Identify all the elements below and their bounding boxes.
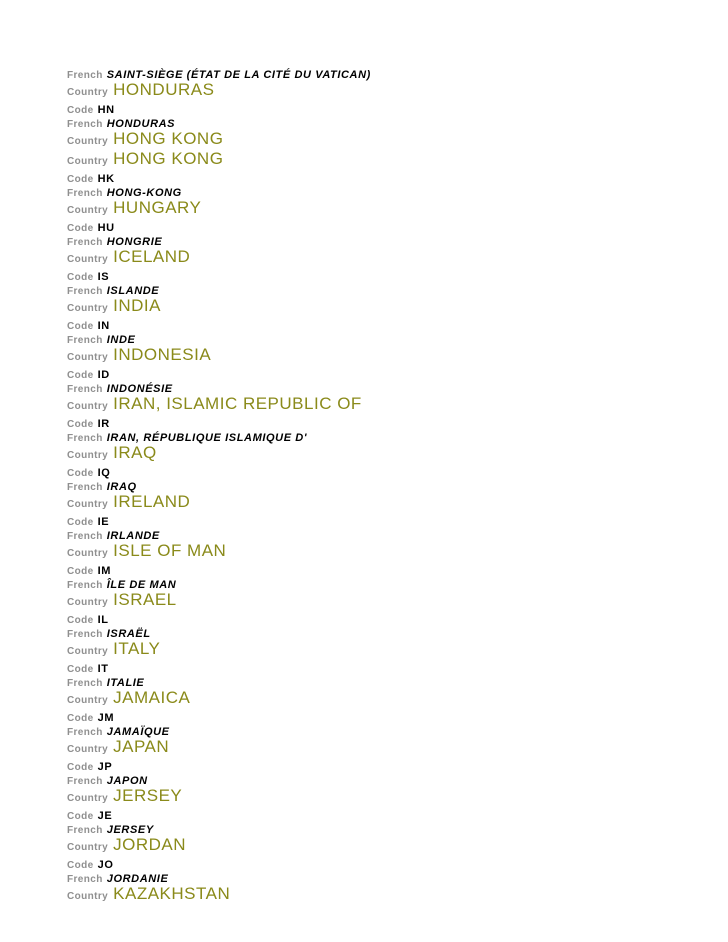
french-value: JERSEY (106, 824, 154, 836)
french-value: INDONÉSIE (106, 383, 173, 395)
code-value: JE (97, 810, 113, 822)
french-label: French (67, 286, 103, 297)
code-row (67, 856, 707, 870)
country-row (67, 492, 707, 512)
code-value: IR (97, 418, 110, 430)
code-value: IT (97, 663, 109, 675)
code-row (67, 268, 707, 282)
french-row (67, 380, 707, 394)
code-label: Code (67, 615, 94, 626)
country-value: JAMAICA (113, 688, 191, 707)
french-value: ISLANDE (106, 285, 160, 297)
french-row (67, 723, 707, 737)
code-row (67, 611, 707, 625)
french-row (67, 478, 707, 492)
french-value: IRAQ (106, 481, 137, 493)
code-value: IN (97, 320, 110, 332)
country-row (67, 296, 707, 316)
country-row (67, 394, 707, 414)
country-label: Country (67, 87, 109, 98)
country-label: Country (67, 401, 109, 412)
country-value: HONG KONG (113, 149, 224, 168)
code-row (67, 101, 707, 115)
french-label: French (67, 776, 103, 787)
country-label: Country (67, 744, 109, 755)
french-value: JAPON (106, 775, 148, 787)
code-row (67, 709, 707, 723)
code-value: IQ (97, 467, 111, 479)
country-value: JERSEY (113, 786, 183, 805)
country-row (67, 247, 707, 267)
country-code-list (67, 66, 707, 904)
code-value: HU (97, 222, 115, 234)
country-value: ISLE OF MAN (113, 541, 227, 560)
french-row (67, 674, 707, 688)
french-label: French (67, 825, 103, 836)
country-value: ISRAEL (113, 590, 177, 609)
code-row (67, 219, 707, 233)
french-value: JORDANIE (106, 873, 169, 885)
code-label: Code (67, 272, 94, 283)
country-value: JAPAN (113, 737, 170, 756)
code-label: Code (67, 419, 94, 430)
country-label: Country (67, 793, 109, 804)
french-label: French (67, 482, 103, 493)
country-value: KAZAKHSTAN (113, 884, 231, 903)
country-label: Country (67, 646, 109, 657)
code-row (67, 758, 707, 772)
code-value: ID (97, 369, 110, 381)
country-value: HUNGARY (113, 198, 202, 217)
country-value: ICELAND (113, 247, 191, 266)
french-row (67, 821, 707, 835)
code-label: Code (67, 713, 94, 724)
country-row (67, 198, 707, 218)
country-label: Country (67, 303, 109, 314)
french-row (67, 527, 707, 541)
code-value: IE (97, 516, 110, 528)
french-value: HONG-KONG (106, 187, 182, 199)
code-label: Code (67, 370, 94, 381)
french-value: ISRAËL (106, 628, 151, 640)
french-row (67, 429, 707, 443)
french-label: French (67, 237, 103, 248)
country-row (67, 688, 707, 708)
french-value: IRLANDE (106, 530, 160, 542)
code-row (67, 366, 707, 380)
country-row (67, 590, 707, 610)
country-label: Country (67, 352, 109, 363)
country-row (67, 835, 707, 855)
code-row (67, 317, 707, 331)
code-label: Code (67, 664, 94, 675)
country-value: IRAN, ISLAMIC REPUBLIC OF (113, 394, 362, 413)
french-label: French (67, 384, 103, 395)
code-value: IL (97, 614, 109, 626)
country-row (67, 786, 707, 806)
french-value: ÎLE DE MAN (106, 579, 177, 591)
code-row (67, 170, 707, 184)
code-value: JO (97, 859, 114, 871)
country-row (67, 80, 707, 100)
code-row (67, 513, 707, 527)
country-value: ITALY (113, 639, 161, 658)
french-row (67, 625, 707, 639)
code-row (67, 464, 707, 478)
french-row (67, 184, 707, 198)
code-value: HN (97, 104, 115, 116)
code-label: Code (67, 223, 94, 234)
country-value: INDONESIA (113, 345, 212, 364)
french-label: French (67, 727, 103, 738)
country-row (67, 541, 707, 561)
country-row (67, 345, 707, 365)
country-label: Country (67, 156, 109, 167)
code-label: Code (67, 468, 94, 479)
country-row (67, 149, 707, 169)
country-label: Country (67, 450, 109, 461)
code-label: Code (67, 321, 94, 332)
country-label: Country (67, 499, 109, 510)
french-label: French (67, 678, 103, 689)
country-row (67, 737, 707, 757)
country-row (67, 884, 707, 904)
french-row (67, 772, 707, 786)
french-row (67, 870, 707, 884)
code-label: Code (67, 762, 94, 773)
french-label: French (67, 433, 103, 444)
country-value: HONDURAS (113, 80, 215, 99)
french-row (67, 576, 707, 590)
country-value: HONG KONG (113, 129, 224, 148)
code-row (67, 562, 707, 576)
french-label: French (67, 874, 103, 885)
code-label: Code (67, 174, 94, 185)
french-row (67, 282, 707, 296)
code-value: IS (97, 271, 110, 283)
french-label: French (67, 580, 103, 591)
country-value: INDIA (113, 296, 161, 315)
country-row (67, 639, 707, 659)
french-value: JAMAÏQUE (106, 726, 170, 738)
country-label: Country (67, 205, 109, 216)
french-label: French (67, 335, 103, 346)
country-row (67, 129, 707, 149)
french-label: French (67, 531, 103, 542)
country-label: Country (67, 548, 109, 559)
code-row (67, 415, 707, 429)
country-value: IRAQ (113, 443, 157, 462)
french-label: French (67, 188, 103, 199)
french-row (67, 233, 707, 247)
code-label: Code (67, 105, 94, 116)
french-value: HONDURAS (106, 118, 176, 130)
french-value: SAINT-SIÈGE (ÉTAT DE LA CITÉ DU VATICAN) (106, 69, 371, 81)
country-label: Country (67, 597, 109, 608)
country-label: Country (67, 695, 109, 706)
code-row (67, 660, 707, 674)
country-value: JORDAN (113, 835, 187, 854)
french-row (67, 115, 707, 129)
code-label: Code (67, 517, 94, 528)
code-label: Code (67, 566, 94, 577)
code-value: JP (97, 761, 113, 773)
french-row (67, 331, 707, 345)
code-value: IM (97, 565, 112, 577)
country-label: Country (67, 136, 109, 147)
code-value: JM (97, 712, 115, 724)
french-value: HONGRIE (106, 236, 163, 248)
french-label: French (67, 629, 103, 640)
french-value: INDE (106, 334, 136, 346)
french-label: French (67, 119, 103, 130)
french-value: ITALIE (106, 677, 145, 689)
code-label: Code (67, 811, 94, 822)
country-row (67, 443, 707, 463)
country-label: Country (67, 254, 109, 265)
french-value: IRAN, RÉPUBLIQUE ISLAMIQUE D' (106, 432, 308, 444)
french-row (67, 66, 707, 80)
country-label: Country (67, 891, 109, 902)
country-label: Country (67, 842, 109, 853)
code-label: Code (67, 860, 94, 871)
country-value: IRELAND (113, 492, 191, 511)
code-value: HK (97, 173, 115, 185)
french-label: French (67, 70, 103, 81)
code-row (67, 807, 707, 821)
